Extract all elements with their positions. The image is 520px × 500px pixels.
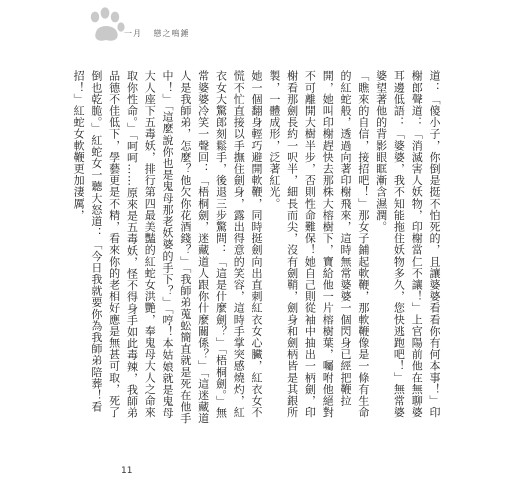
paragraph-2: 「瞧來的自信，接招吧！」那女子鋪起軟鞭，那軟鞭像是一條有生命的紅蛇般，透過向著印榭飛來，這時無常婆婆一個閃身已經把鞭拉開，她叫印榭趕快去那株大榕樹下，寶給他一片榕樹葉，囑咐他絕對不可離開大樹半步，否則性命難保！她自己則從袖中抽出一柄劍，印榭看那劍長約一呎半，細長而尖，沒有劍鞘，劍身和劍柄皆是其銀所製，一體成形，泛著紅光。 bbox=[267, 70, 370, 418]
paragraph-1: 道：「傻小子，你倒是挺不怕死的，且讓婆婆看看你有何本事！」印榭郎聲道：「消滅害人妖物，印榭當仁不讓！」上官陽前他在無聊婆耳邊低語：「婆婆，我不知能拖住妖物多久，您快逃跑吧！」無常婆婆望著他的背影眼眶漸含濕潤。 bbox=[374, 70, 441, 418]
header-title: 戀之鳴錘 bbox=[153, 29, 190, 38]
paw-print-icon bbox=[86, 8, 126, 48]
page-number: 11 bbox=[121, 466, 133, 476]
vertical-body-text bbox=[72, 70, 443, 426]
header-chapter: 一月 bbox=[124, 29, 142, 38]
paragraph-3: 她一個翻身輕巧避開軟鞭，同時挺劍向出直刺紅衣女心臟，紅衣女不慌不忙直接以手撫住劍身，露出得意的笑容，這時手掌突感燒灼，紅衣女大驚郎刻鬆手，後退三步驚問：「這是什麼劍？」「梧桐劍。」無常婆婆冷笑一聲回：「梧桐劍，迷藏道人跟你什麼關係？」「這迷藏道人是我師弟，怎麼？他欠你花酒錢？」「我師弟蒐蚣簡直就是死在他手中！」「這麼說你也是鬼母那老妖婆的手下？」「哼！本姑娘就是鬼母大人座下五毒妖，排行第四最美豔的紅蛇女洪艷，奉鬼母大人之命來取你性命。」「呵呵……原來是五毒妖，怪不得身手如此毒辣，我師弟品德不佳低下，學藝更是不精，看來你的老相好應是無甚可取，死了倒也乾脆。」紅蛇女一聽大怒道：「今日我就要你為我師弟陪葬！看招！」紅蛇女軟鞭更加淒厲， bbox=[72, 70, 264, 425]
header-text bbox=[124, 28, 198, 39]
